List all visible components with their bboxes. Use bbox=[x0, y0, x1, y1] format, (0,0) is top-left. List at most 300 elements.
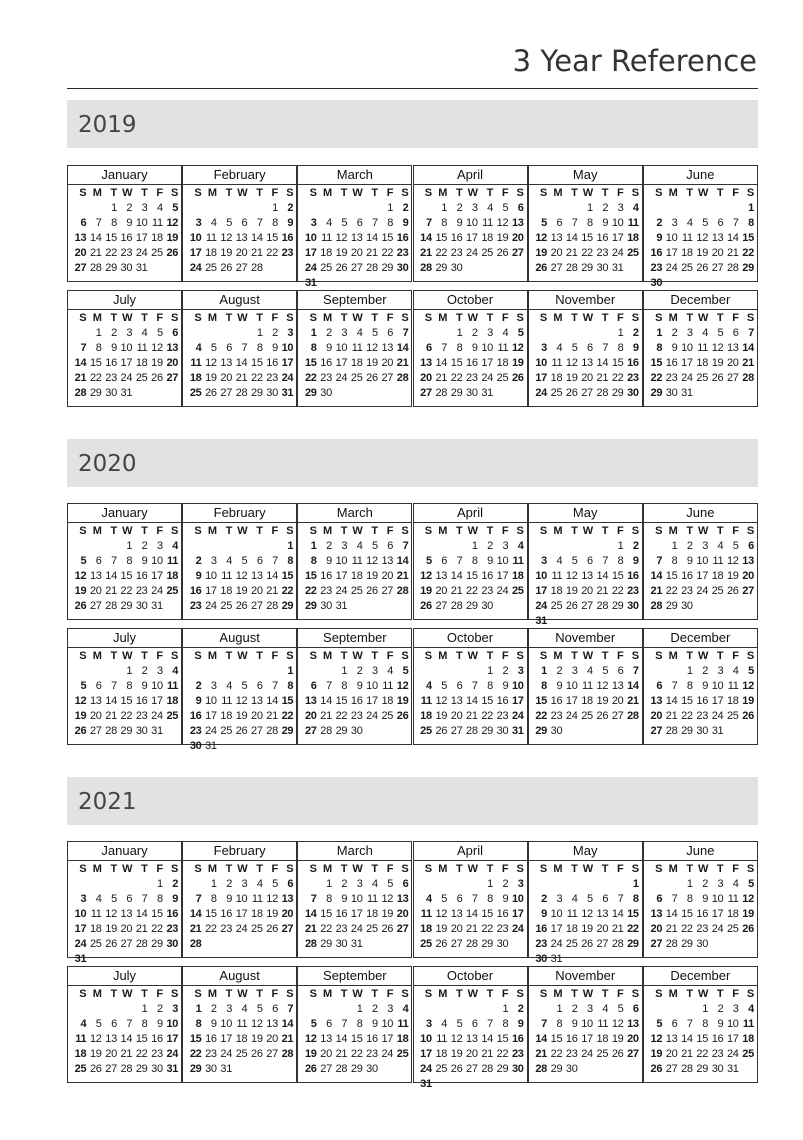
day-number: 13 bbox=[742, 555, 754, 567]
day-number: 7 bbox=[256, 217, 263, 229]
day-number: 16 bbox=[550, 695, 563, 707]
day-number: 8 bbox=[617, 342, 624, 354]
day-number: 9 bbox=[502, 680, 509, 692]
day-number: 15 bbox=[581, 232, 593, 244]
empty-day bbox=[201, 201, 216, 216]
day-number: 13 bbox=[450, 908, 463, 920]
day-number: 21 bbox=[466, 923, 478, 935]
day-number: 4 bbox=[571, 893, 578, 905]
weekday-label: M bbox=[668, 650, 678, 662]
empty-day bbox=[317, 1002, 332, 1017]
month-may-2019 bbox=[528, 165, 643, 282]
empty-day bbox=[462, 877, 477, 892]
month-january-2021 bbox=[67, 841, 182, 965]
day-number: 28 bbox=[120, 1063, 133, 1075]
day-number: 6 bbox=[287, 878, 294, 890]
day-number: 11 bbox=[351, 342, 363, 354]
day-number: 11 bbox=[420, 695, 432, 707]
weekday-label: S bbox=[79, 863, 87, 875]
day-number: 15 bbox=[665, 570, 678, 582]
month-name: March bbox=[298, 166, 411, 185]
day-number: 4 bbox=[587, 665, 593, 677]
weekday-label: S bbox=[746, 525, 754, 537]
month-name: January bbox=[68, 504, 181, 523]
day-number: 28 bbox=[665, 725, 678, 737]
empty-day bbox=[417, 201, 432, 216]
day-number: 1 bbox=[111, 202, 117, 214]
day-number: 24 bbox=[665, 262, 678, 274]
month-name: May bbox=[529, 842, 642, 861]
weekday-label: S bbox=[309, 187, 317, 199]
day-number: 7 bbox=[371, 217, 378, 229]
empty-day bbox=[662, 1002, 677, 1017]
weekday-label: W bbox=[582, 525, 593, 537]
day-number: 14 bbox=[189, 908, 202, 920]
day-grid bbox=[414, 986, 527, 1092]
day-number: 26 bbox=[565, 600, 578, 612]
day-number: 4 bbox=[441, 1018, 448, 1030]
day-number: 1 bbox=[310, 540, 317, 552]
day-number: 27 bbox=[220, 387, 233, 399]
weekday-label: M bbox=[207, 650, 217, 662]
day-number: 12 bbox=[726, 555, 739, 567]
day-number: 22 bbox=[550, 1048, 563, 1060]
day-number: 16 bbox=[266, 357, 278, 369]
empty-day bbox=[647, 1002, 662, 1017]
day-number: 25 bbox=[89, 938, 102, 950]
day-number: 30 bbox=[151, 1063, 163, 1075]
empty-day bbox=[593, 877, 608, 892]
day-number: 15 bbox=[89, 357, 102, 369]
day-number: 16 bbox=[565, 1033, 578, 1045]
day-number: 10 bbox=[166, 1018, 179, 1030]
day-number: 3 bbox=[210, 680, 217, 692]
day-number: 29 bbox=[135, 1063, 148, 1075]
day-grid bbox=[414, 648, 527, 739]
day-number: 26 bbox=[742, 710, 754, 722]
day-number: 28 bbox=[335, 1063, 348, 1075]
weekday-label: W bbox=[237, 525, 248, 537]
day-number: 27 bbox=[304, 725, 317, 737]
day-number: 27 bbox=[550, 262, 563, 274]
day-number: 23 bbox=[320, 585, 332, 597]
empty-day bbox=[71, 877, 86, 892]
day-number: 18 bbox=[596, 1033, 609, 1045]
day-number: 26 bbox=[611, 1048, 624, 1060]
day-number: 16 bbox=[696, 695, 709, 707]
day-number: 26 bbox=[235, 725, 248, 737]
day-number: 12 bbox=[711, 342, 724, 354]
day-number: 16 bbox=[535, 923, 547, 935]
page-title: 3 Year Reference bbox=[512, 44, 757, 78]
weekday-label: M bbox=[553, 863, 563, 875]
day-grid bbox=[644, 310, 757, 401]
day-number: 2 bbox=[172, 878, 179, 890]
weekday-label: T bbox=[110, 312, 117, 324]
weekday-label: T bbox=[110, 988, 117, 1000]
day-number: 7 bbox=[402, 540, 409, 552]
weekday-label: F bbox=[732, 525, 739, 537]
day-number: 19 bbox=[696, 247, 709, 259]
day-number: 22 bbox=[535, 710, 547, 722]
day-number: 18 bbox=[251, 908, 263, 920]
day-number: 6 bbox=[441, 555, 448, 567]
day-number: 21 bbox=[396, 357, 409, 369]
day-number: 17 bbox=[151, 570, 163, 582]
day-number: 24 bbox=[535, 600, 547, 612]
day-number: 3 bbox=[141, 202, 148, 214]
day-number: 14 bbox=[366, 232, 378, 244]
day-number: 3 bbox=[487, 327, 493, 339]
day-number: 26 bbox=[581, 938, 593, 950]
day-number: 11 bbox=[321, 232, 332, 244]
day-number: 23 bbox=[466, 372, 478, 384]
empty-day bbox=[232, 326, 247, 341]
weekday-label: S bbox=[171, 863, 179, 875]
day-number: 14 bbox=[742, 342, 754, 354]
day-number: 21 bbox=[726, 247, 739, 259]
day-number: 18 bbox=[696, 357, 709, 369]
weekday-label: W bbox=[467, 187, 478, 199]
day-number: 30 bbox=[266, 387, 278, 399]
day-number: 9 bbox=[632, 342, 639, 354]
day-number: 27 bbox=[511, 247, 524, 259]
month-name: March bbox=[298, 504, 411, 523]
day-number: 26 bbox=[366, 372, 378, 384]
day-number: 22 bbox=[611, 372, 624, 384]
day-number: 25 bbox=[220, 600, 233, 612]
day-number: 14 bbox=[665, 695, 678, 707]
day-number: 16 bbox=[220, 908, 233, 920]
month-october-2020 bbox=[413, 628, 528, 745]
day-grid bbox=[414, 523, 527, 614]
empty-day bbox=[86, 201, 101, 216]
day-number: 19 bbox=[366, 357, 378, 369]
day-number: 15 bbox=[304, 357, 317, 369]
day-number: 9 bbox=[141, 555, 148, 567]
day-number: 8 bbox=[487, 680, 493, 692]
day-number: 21 bbox=[266, 710, 278, 722]
day-number: 25 bbox=[511, 585, 524, 597]
day-number: 23 bbox=[120, 247, 133, 259]
weekday-label: F bbox=[271, 525, 278, 537]
day-number: 4 bbox=[95, 893, 102, 905]
weekday-label: S bbox=[655, 312, 663, 324]
weekday-label: T bbox=[340, 312, 348, 324]
day-number: 20 bbox=[596, 923, 609, 935]
day-number: 21 bbox=[281, 1033, 294, 1045]
day-number: 3 bbox=[80, 893, 87, 905]
day-number: 20 bbox=[220, 372, 233, 384]
weekday-label: S bbox=[194, 525, 202, 537]
day-number: 25 bbox=[350, 372, 363, 384]
day-number: 28 bbox=[481, 1063, 493, 1075]
day-grid bbox=[644, 861, 757, 952]
day-number: 28 bbox=[366, 262, 378, 274]
day-number: 2 bbox=[717, 1003, 724, 1015]
empty-day bbox=[447, 664, 462, 679]
empty-day bbox=[677, 1002, 692, 1017]
day-number: 3 bbox=[556, 893, 563, 905]
day-number: 18 bbox=[565, 923, 578, 935]
day-number: 28 bbox=[281, 1048, 294, 1060]
weekday-label: T bbox=[601, 650, 609, 662]
empty-day bbox=[201, 326, 216, 341]
day-number: 11 bbox=[727, 680, 739, 692]
day-number: 21 bbox=[535, 1048, 547, 1060]
day-number: 24 bbox=[496, 585, 509, 597]
weekday-label: F bbox=[732, 863, 739, 875]
day-number: 4 bbox=[172, 540, 179, 552]
day-number: 27 bbox=[420, 387, 432, 399]
day-number: 5 bbox=[571, 555, 578, 567]
day-number: 10 bbox=[205, 695, 217, 707]
day-number: 6 bbox=[111, 1018, 117, 1030]
day-number: 24 bbox=[581, 1048, 593, 1060]
day-number: 7 bbox=[441, 342, 448, 354]
day-number: 7 bbox=[671, 893, 678, 905]
day-number: 29 bbox=[466, 600, 478, 612]
day-number: 6 bbox=[748, 540, 754, 552]
day-number: 14 bbox=[235, 357, 248, 369]
day-number: 4 bbox=[517, 540, 524, 552]
weekday-label: F bbox=[732, 650, 739, 662]
day-number: 9 bbox=[456, 217, 463, 229]
day-number: 14 bbox=[120, 1033, 133, 1045]
day-number: 24 bbox=[335, 372, 348, 384]
day-number: 28 bbox=[665, 938, 678, 950]
month-december-2020 bbox=[643, 628, 758, 745]
day-number: 22 bbox=[205, 923, 217, 935]
weekday-label: S bbox=[746, 650, 754, 662]
day-number: 27 bbox=[466, 1063, 478, 1075]
day-number: 23 bbox=[189, 600, 202, 612]
empty-day bbox=[432, 1002, 447, 1017]
day-number: 15 bbox=[350, 1033, 363, 1045]
weekday-label: W bbox=[237, 187, 248, 199]
day-number: 19 bbox=[335, 247, 348, 259]
day-number: 21 bbox=[105, 710, 117, 722]
day-number: 4 bbox=[402, 1003, 409, 1015]
weekday-label: S bbox=[171, 988, 179, 1000]
weekday-label: S bbox=[309, 863, 317, 875]
day-number: 27 bbox=[251, 600, 263, 612]
weekday-label: S bbox=[424, 650, 432, 662]
day-number: 15 bbox=[481, 695, 493, 707]
day-number: 30 bbox=[135, 600, 148, 612]
day-number: 8 bbox=[471, 555, 478, 567]
weekday-label: M bbox=[323, 187, 332, 199]
day-number: 17 bbox=[496, 570, 509, 582]
day-number: 26 bbox=[304, 1063, 317, 1075]
weekday-label: F bbox=[271, 863, 278, 875]
day-number: 28 bbox=[611, 938, 624, 950]
weekday-label: T bbox=[455, 988, 463, 1000]
weekday-label: W bbox=[697, 312, 709, 324]
weekday-label: W bbox=[582, 863, 593, 875]
day-number: 29 bbox=[681, 725, 693, 737]
day-number: 2 bbox=[156, 1003, 163, 1015]
day-number: 4 bbox=[425, 680, 432, 692]
month-name: December bbox=[644, 291, 757, 310]
empty-day bbox=[562, 877, 577, 892]
weekday-label: S bbox=[424, 863, 432, 875]
day-number: 23 bbox=[151, 1048, 163, 1060]
day-number: 18 bbox=[726, 695, 739, 707]
day-number: 14 bbox=[335, 1033, 348, 1045]
day-number: 7 bbox=[732, 217, 739, 229]
day-number: 16 bbox=[496, 908, 509, 920]
empty-day bbox=[593, 326, 608, 341]
day-number: 19 bbox=[105, 923, 117, 935]
day-number: 19 bbox=[535, 247, 547, 259]
weekday-label: S bbox=[516, 187, 524, 199]
empty-day bbox=[647, 539, 662, 554]
empty-day bbox=[447, 1002, 462, 1017]
day-number: 8 bbox=[310, 555, 317, 567]
day-number: 27 bbox=[281, 923, 294, 935]
day-number: 27 bbox=[320, 1063, 332, 1075]
weekday-label: T bbox=[371, 187, 378, 199]
weekday-label: S bbox=[424, 312, 432, 324]
day-number: 7 bbox=[632, 665, 639, 677]
day-number: 29 bbox=[481, 725, 493, 737]
month-name: January bbox=[68, 842, 181, 861]
day-number: 25 bbox=[396, 1048, 409, 1060]
day-number: 22 bbox=[281, 585, 294, 597]
day-number: 27 bbox=[650, 725, 663, 737]
weekday-label: T bbox=[486, 187, 493, 199]
day-number: 26 bbox=[151, 372, 163, 384]
day-number: 9 bbox=[111, 342, 117, 354]
day-number: 30 bbox=[535, 953, 547, 965]
day-number: 15 bbox=[120, 570, 133, 582]
weekday-label: S bbox=[309, 525, 317, 537]
day-number: 29 bbox=[251, 387, 263, 399]
day-number: 28 bbox=[396, 585, 409, 597]
day-number: 4 bbox=[425, 893, 432, 905]
empty-day bbox=[447, 539, 462, 554]
day-number: 13 bbox=[665, 1033, 678, 1045]
day-number: 23 bbox=[135, 585, 148, 597]
day-number: 20 bbox=[711, 247, 724, 259]
weekday-label: T bbox=[571, 650, 578, 662]
day-number: 12 bbox=[742, 893, 754, 905]
day-number: 8 bbox=[686, 893, 693, 905]
day-number: 11 bbox=[551, 357, 563, 369]
empty-day bbox=[562, 326, 577, 341]
weekday-label: F bbox=[386, 650, 394, 662]
day-number: 8 bbox=[210, 893, 217, 905]
day-number: 30 bbox=[320, 600, 332, 612]
day-number: 9 bbox=[195, 570, 202, 582]
day-number: 10 bbox=[205, 570, 217, 582]
month-march-2019 bbox=[297, 165, 412, 289]
day-number: 3 bbox=[517, 878, 524, 890]
day-number: 6 bbox=[402, 878, 409, 890]
title-divider bbox=[67, 88, 758, 89]
day-number: 11 bbox=[627, 217, 639, 229]
weekday-label: S bbox=[401, 863, 409, 875]
weekday-label: S bbox=[539, 988, 547, 1000]
day-number: 19 bbox=[611, 1033, 624, 1045]
day-number: 13 bbox=[581, 570, 593, 582]
day-number: 9 bbox=[571, 1018, 578, 1030]
day-number: 27 bbox=[381, 585, 394, 597]
day-number: 30 bbox=[696, 725, 709, 737]
month-name: October bbox=[414, 291, 527, 310]
day-number: 2 bbox=[341, 878, 348, 890]
empty-day bbox=[417, 664, 432, 679]
day-number: 3 bbox=[732, 1003, 739, 1015]
day-number: 19 bbox=[74, 710, 87, 722]
month-september-2019 bbox=[297, 290, 412, 407]
day-number: 21 bbox=[596, 585, 609, 597]
day-number: 20 bbox=[450, 710, 463, 722]
day-number: 19 bbox=[511, 357, 524, 369]
weekday-label: T bbox=[371, 863, 378, 875]
day-number: 9 bbox=[126, 217, 133, 229]
weekday-label: S bbox=[286, 312, 294, 324]
day-grid bbox=[183, 861, 296, 952]
month-name: December bbox=[644, 967, 757, 986]
day-number: 26 bbox=[535, 262, 547, 274]
day-number: 1 bbox=[326, 878, 332, 890]
weekday-label: T bbox=[716, 525, 724, 537]
day-number: 19 bbox=[235, 585, 248, 597]
weekday-label: T bbox=[225, 863, 233, 875]
day-number: 24 bbox=[350, 923, 363, 935]
day-number: 31 bbox=[74, 953, 87, 965]
weekday-label: F bbox=[386, 312, 394, 324]
day-number: 7 bbox=[287, 1003, 294, 1015]
day-number: 25 bbox=[496, 372, 509, 384]
day-number: 2 bbox=[571, 1003, 578, 1015]
weekday-label: T bbox=[340, 988, 348, 1000]
day-number: 30 bbox=[650, 277, 663, 289]
empty-day bbox=[232, 201, 247, 216]
empty-day bbox=[417, 877, 432, 892]
day-number: 1 bbox=[272, 202, 278, 214]
day-number: 12 bbox=[611, 1018, 624, 1030]
day-number: 23 bbox=[220, 923, 233, 935]
day-number: 11 bbox=[251, 893, 263, 905]
day-number: 1 bbox=[702, 1003, 709, 1015]
day-number: 21 bbox=[481, 1048, 493, 1060]
day-number: 14 bbox=[135, 908, 148, 920]
weekday-label: S bbox=[424, 525, 432, 537]
weekday-label: S bbox=[539, 525, 547, 537]
empty-day bbox=[71, 1002, 86, 1017]
empty-day bbox=[708, 201, 723, 216]
day-number: 21 bbox=[420, 247, 432, 259]
day-number: 2 bbox=[456, 202, 463, 214]
weekday-label: S bbox=[655, 863, 663, 875]
day-number: 15 bbox=[251, 357, 263, 369]
day-number: 19 bbox=[742, 695, 754, 707]
day-number: 17 bbox=[381, 1033, 394, 1045]
day-number: 25 bbox=[550, 600, 563, 612]
day-number: 4 bbox=[195, 342, 202, 354]
day-number: 9 bbox=[702, 680, 709, 692]
day-number: 5 bbox=[156, 327, 163, 339]
day-number: 19 bbox=[166, 232, 179, 244]
day-number: 16 bbox=[335, 908, 348, 920]
day-number: 13 bbox=[450, 695, 463, 707]
day-number: 19 bbox=[435, 710, 448, 722]
month-name: April bbox=[414, 504, 527, 523]
day-number: 19 bbox=[596, 695, 609, 707]
